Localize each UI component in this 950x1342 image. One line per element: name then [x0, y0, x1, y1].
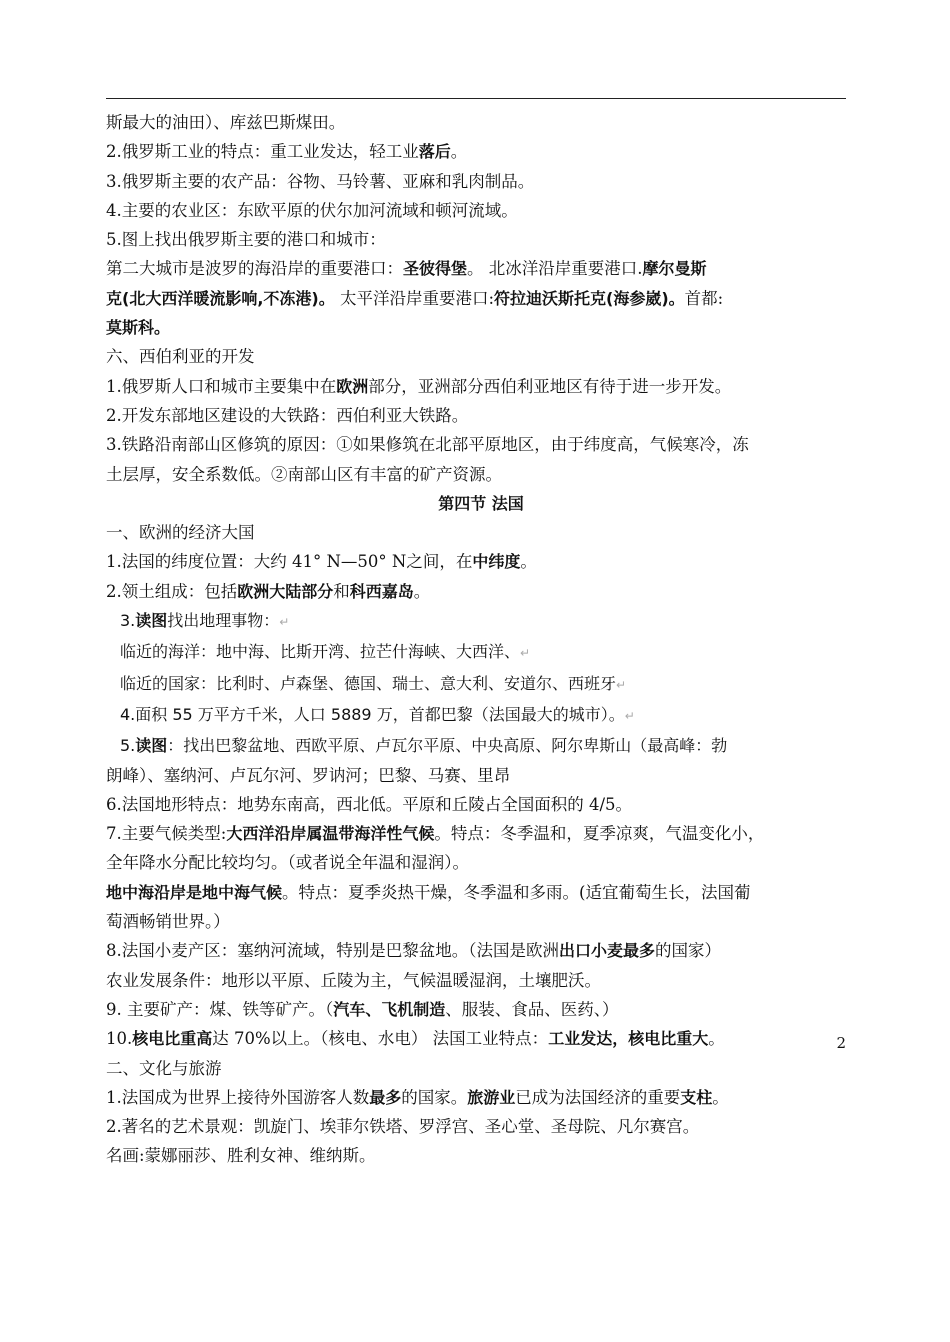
return-mark-icon: ↵ [279, 615, 290, 630]
text-segment: 达 70%以上。（核电、水电） 法国工业特点： [212, 1029, 549, 1049]
bold-text: 克(北大西洋暖流影响,不冻港)。 [106, 288, 335, 308]
text-segment: 。特点：冬季温和，夏季凉爽，气温变化小， [434, 824, 765, 844]
bold-text: 旅游业 [467, 1087, 516, 1107]
text-segment: 全年降水分配比较均匀。（或者说全年温和湿润）。 [106, 853, 469, 873]
bold-text: 科西嘉岛 [349, 581, 414, 601]
text-segment: 2.领土组成：包括 [106, 581, 238, 601]
text-line [106, 225, 856, 254]
return-mark-icon: ↵ [520, 646, 531, 661]
bold-text: 支柱 [680, 1087, 713, 1107]
text-segment: 部分，亚洲部分西伯利亚地区有待于进一步开发。 [368, 376, 732, 396]
text-line [106, 284, 856, 313]
text-line [106, 1054, 856, 1083]
text-segment: 斯最大的油田）、库兹巴斯煤田。 [106, 113, 346, 132]
text-line [106, 1112, 856, 1141]
text-segment: 太平洋沿岸重要港口: [334, 288, 495, 308]
bold-text: 中纬度 [472, 552, 521, 572]
text-segment: 。 [712, 1087, 729, 1107]
text-line [106, 342, 856, 371]
text-segment: 二、文化与旅游 [106, 1058, 222, 1078]
text-segment: 。特点：夏季炎热干燥，冬季温和多雨。(适宜葡萄生长，法国葡 [282, 882, 751, 902]
text-line [106, 196, 856, 225]
bold-text: 欧洲 [336, 376, 369, 396]
text-segment: 临近的海洋：地中海、比斯开湾、拉芒什海峡、大西洋、 [120, 642, 521, 662]
text-segment: 的国家。 [401, 1087, 468, 1107]
text-line [106, 761, 856, 790]
text-segment: 2.开发东部地区建设的大铁路：西伯利亚大铁路。 [106, 405, 469, 425]
bold-text: 大西洋沿岸属温带海洋性气候 [226, 824, 435, 844]
text-segment: 3. [120, 611, 136, 631]
text-line [106, 1141, 856, 1170]
embedded-image-line [106, 606, 856, 637]
text-segment: 7.主要气候类型: [106, 824, 227, 844]
text-segment: 。 北冰洋沿岸重要港口. [467, 259, 643, 279]
text-segment: ：找出巴黎盆地、西欧平原、卢瓦尔平原、中央高原、阿尔卑斯山（最高峰：勃 [167, 736, 728, 756]
text-segment: 的国家） [655, 941, 722, 961]
text-line [106, 108, 856, 137]
embedded-image-line [106, 669, 856, 700]
text-line [106, 995, 856, 1024]
text-segment: 8.法国小麦产区：塞纳河流域，特别是巴黎盆地。（法国是欧洲 [106, 941, 559, 961]
bold-text: 圣彼得堡 [403, 259, 468, 279]
bold-text: 读图 [135, 736, 168, 756]
text-segment: 首都: [684, 288, 724, 308]
text-segment: 找出地理事物： [167, 611, 280, 631]
bold-text: 第四节 法国 [438, 493, 524, 513]
text-segment: 5. [120, 736, 136, 756]
text-segment: 朗峰）、塞纳河、卢瓦尔河、罗讷河；巴黎、马赛、里昂 [106, 765, 511, 785]
text-segment: 。 [708, 1029, 725, 1049]
text-segment: 4.主要的农业区：东欧平原的伏尔加河流域和顿河流域。 [106, 200, 518, 220]
text-line [106, 313, 856, 342]
text-segment: 3.俄罗斯主要的农产品：谷物、马铃薯、亚麻和乳肉制品。 [106, 171, 535, 191]
text-line [106, 819, 856, 848]
text-line [106, 1024, 856, 1053]
text-segment: 2.著名的艺术景观：凯旋门、埃菲尔铁塔、罗浮宫、圣心堂、圣母院、凡尔赛宫。 [106, 1117, 700, 1137]
text-line [106, 907, 856, 936]
bold-text: 汽车、飞机制造 [333, 999, 446, 1019]
embedded-image-line [106, 637, 856, 668]
text-segment: 。 [413, 581, 431, 601]
text-segment: 1.法国的纬度位置：大约 41° N—50° N之间，在 [106, 552, 473, 572]
embedded-image-line [106, 700, 856, 731]
text-line [106, 547, 856, 576]
bold-text: 莫斯科。 [106, 318, 171, 338]
bold-text: 工业发达，核电比重大 [548, 1029, 709, 1049]
text-segment: 土层厚，安全系数低。②南部山区有丰富的矿产资源。 [106, 464, 502, 484]
text-segment: 1.俄罗斯人口和城市主要集中在 [106, 376, 337, 396]
text-segment: 和 [333, 581, 350, 601]
header-rule [106, 98, 846, 99]
text-segment: 。 [450, 142, 468, 162]
text-line [106, 372, 856, 401]
text-line [106, 430, 856, 459]
text-line [106, 790, 856, 819]
bold-text: 最多 [369, 1087, 402, 1107]
text-segment: 2.俄罗斯工业的特点：重工业发达，轻工业 [106, 142, 419, 162]
text-segment: 3.铁路沿南部山区修筑的原因：①如果修筑在北部平原地区，由于纬度高，气候寒冷，冻 [106, 435, 749, 455]
text-segment: 。 [520, 552, 537, 572]
text-segment: 5.图上找出俄罗斯主要的港口和城市： [106, 230, 386, 250]
bold-text: 摩尔曼斯 [642, 259, 707, 279]
text-line [106, 167, 856, 196]
text-line [106, 878, 856, 907]
bold-text: 核电比重高 [132, 1029, 213, 1049]
bold-text: 读图 [135, 611, 168, 631]
page-number: 2 [836, 1034, 846, 1052]
text-line [106, 1083, 856, 1112]
text-segment: 临近的国家：比利时、卢森堡、德国、瑞士、意大利、安道尔、西班牙 [120, 673, 617, 693]
text-segment: 一、欧洲的经济大国 [106, 523, 255, 543]
text-segment: 9. 主要矿产：煤、铁等矿产。（ [106, 999, 334, 1019]
bold-text: 出口小麦最多 [559, 941, 656, 961]
text-line [106, 460, 856, 489]
text-segment: 第二大城市是波罗的海沿岸的重要港口： [106, 259, 403, 279]
text-line [106, 401, 856, 430]
return-mark-icon: ↵ [624, 708, 635, 723]
text-segment: 已成为法国经济的重要 [515, 1087, 681, 1107]
bold-text: 欧洲大陆部分 [237, 581, 334, 601]
bold-text: 符拉迪沃斯托克(海参崴)。 [494, 288, 685, 308]
text-line [106, 848, 856, 877]
text-segment: 六、西伯利亚的开发 [106, 347, 255, 367]
bold-text: 落后 [418, 142, 451, 162]
bold-text: 地中海沿岸是地中海气候 [106, 882, 283, 902]
text-line [106, 254, 856, 283]
text-line [106, 518, 856, 547]
text-segment: 1.法国成为世界上接待外国游客人数 [106, 1087, 370, 1107]
return-mark-icon: ↵ [616, 677, 627, 692]
text-line [106, 966, 856, 995]
section-heading [106, 489, 856, 518]
text-segment: 名画:蒙娜丽莎、胜利女神、维纳斯。 [106, 1146, 376, 1166]
text-segment: 6.法国地形特点：地势东南高，西北低。平原和丘陵占全国面积的 4/5。 [106, 794, 633, 814]
embedded-image-line [106, 731, 856, 760]
text-segment: 4.面积 55 万平方千米，人口 5889 万，首都巴黎（法国最大的城市）。 [120, 704, 625, 724]
text-segment: 、服装、食品、医药、） [445, 999, 619, 1019]
text-line [106, 577, 856, 606]
document-body [106, 108, 856, 1171]
text-line [106, 137, 856, 166]
text-segment: 10. [106, 1029, 133, 1049]
text-line [106, 936, 856, 965]
text-segment: 萄酒畅销世界。） [106, 912, 230, 932]
text-segment: 农业发展条件：地形以平原、丘陵为主，气候温暖湿润，土壤肥沃。 [106, 970, 601, 990]
